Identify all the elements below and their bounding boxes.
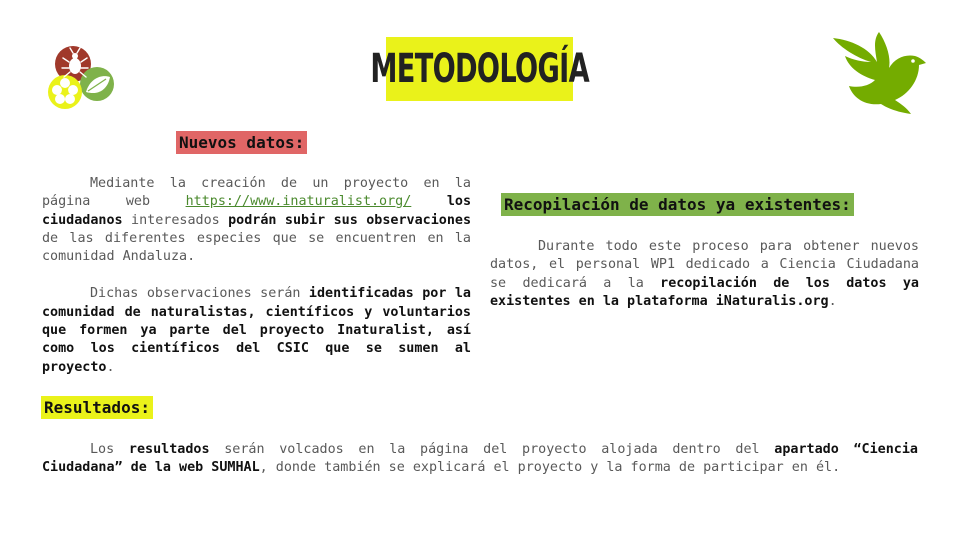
inaturalist-link[interactable]: https://www.inaturalist.org/ [185,194,412,210]
resultados-heading: Resultados: [41,396,153,419]
bold-span: apartado “Ciencia Ciudadana” de la web SUMHAL [42,442,918,476]
resultados-text [42,441,918,478]
text-span: , donde también se explicará el proyecto y la forma de participar en él. [259,460,841,476]
nuevos-datos-heading: Nuevos datos: [176,131,307,154]
text-span: Dichas observaciones serán [90,286,309,302]
text-span: Mediante la creación de un proyecto en la página web [42,176,471,210]
bold-span: podrán subir sus observaciones [228,212,472,228]
text-span: Durante todo este proceso para obtener nuevos datos, el personal WP1 dedicado a Ciencia Ciudadana se dedicará a la [490,239,919,291]
text-span [411,194,447,209]
recopilacion-paragraph [490,238,919,311]
nuevos-paragraph-2 [42,285,471,376]
bold-span: identificadas por la comunidad de naturalistas, científicos y voluntarios que formen ya parte del proyecto Inaturalist, así como los científicos del CSIC que se sumen al proyecto [42,286,471,375]
text-span: . [828,293,837,309]
bold-span: recopilación de los datos ya existentes en la plataforma iNaturalis.org [490,275,919,309]
recopilacion-text [490,238,919,311]
nuevos-datos-text [42,175,471,377]
text-span: . [106,359,115,375]
nature-circles-logo [46,44,118,116]
nuevos-paragraph-1 [42,175,471,266]
text-span: interesados [122,212,229,228]
text-span: de las diferentes especies que se encuentren en la comunidad Andaluza. [42,230,471,265]
bold-span: los ciudadanos [42,194,472,228]
inaturalist-bird-logo [831,30,929,120]
text-span: serán volcados en la página del proyecto alojada dentro del [209,442,775,457]
text-span: Los [90,442,129,457]
recopilacion-heading: Recopilación de datos ya existentes: [501,193,854,216]
page-title: METODOLOGÍA [386,37,573,101]
resultados-paragraph [42,441,918,478]
bold-span: resultados [128,442,210,457]
